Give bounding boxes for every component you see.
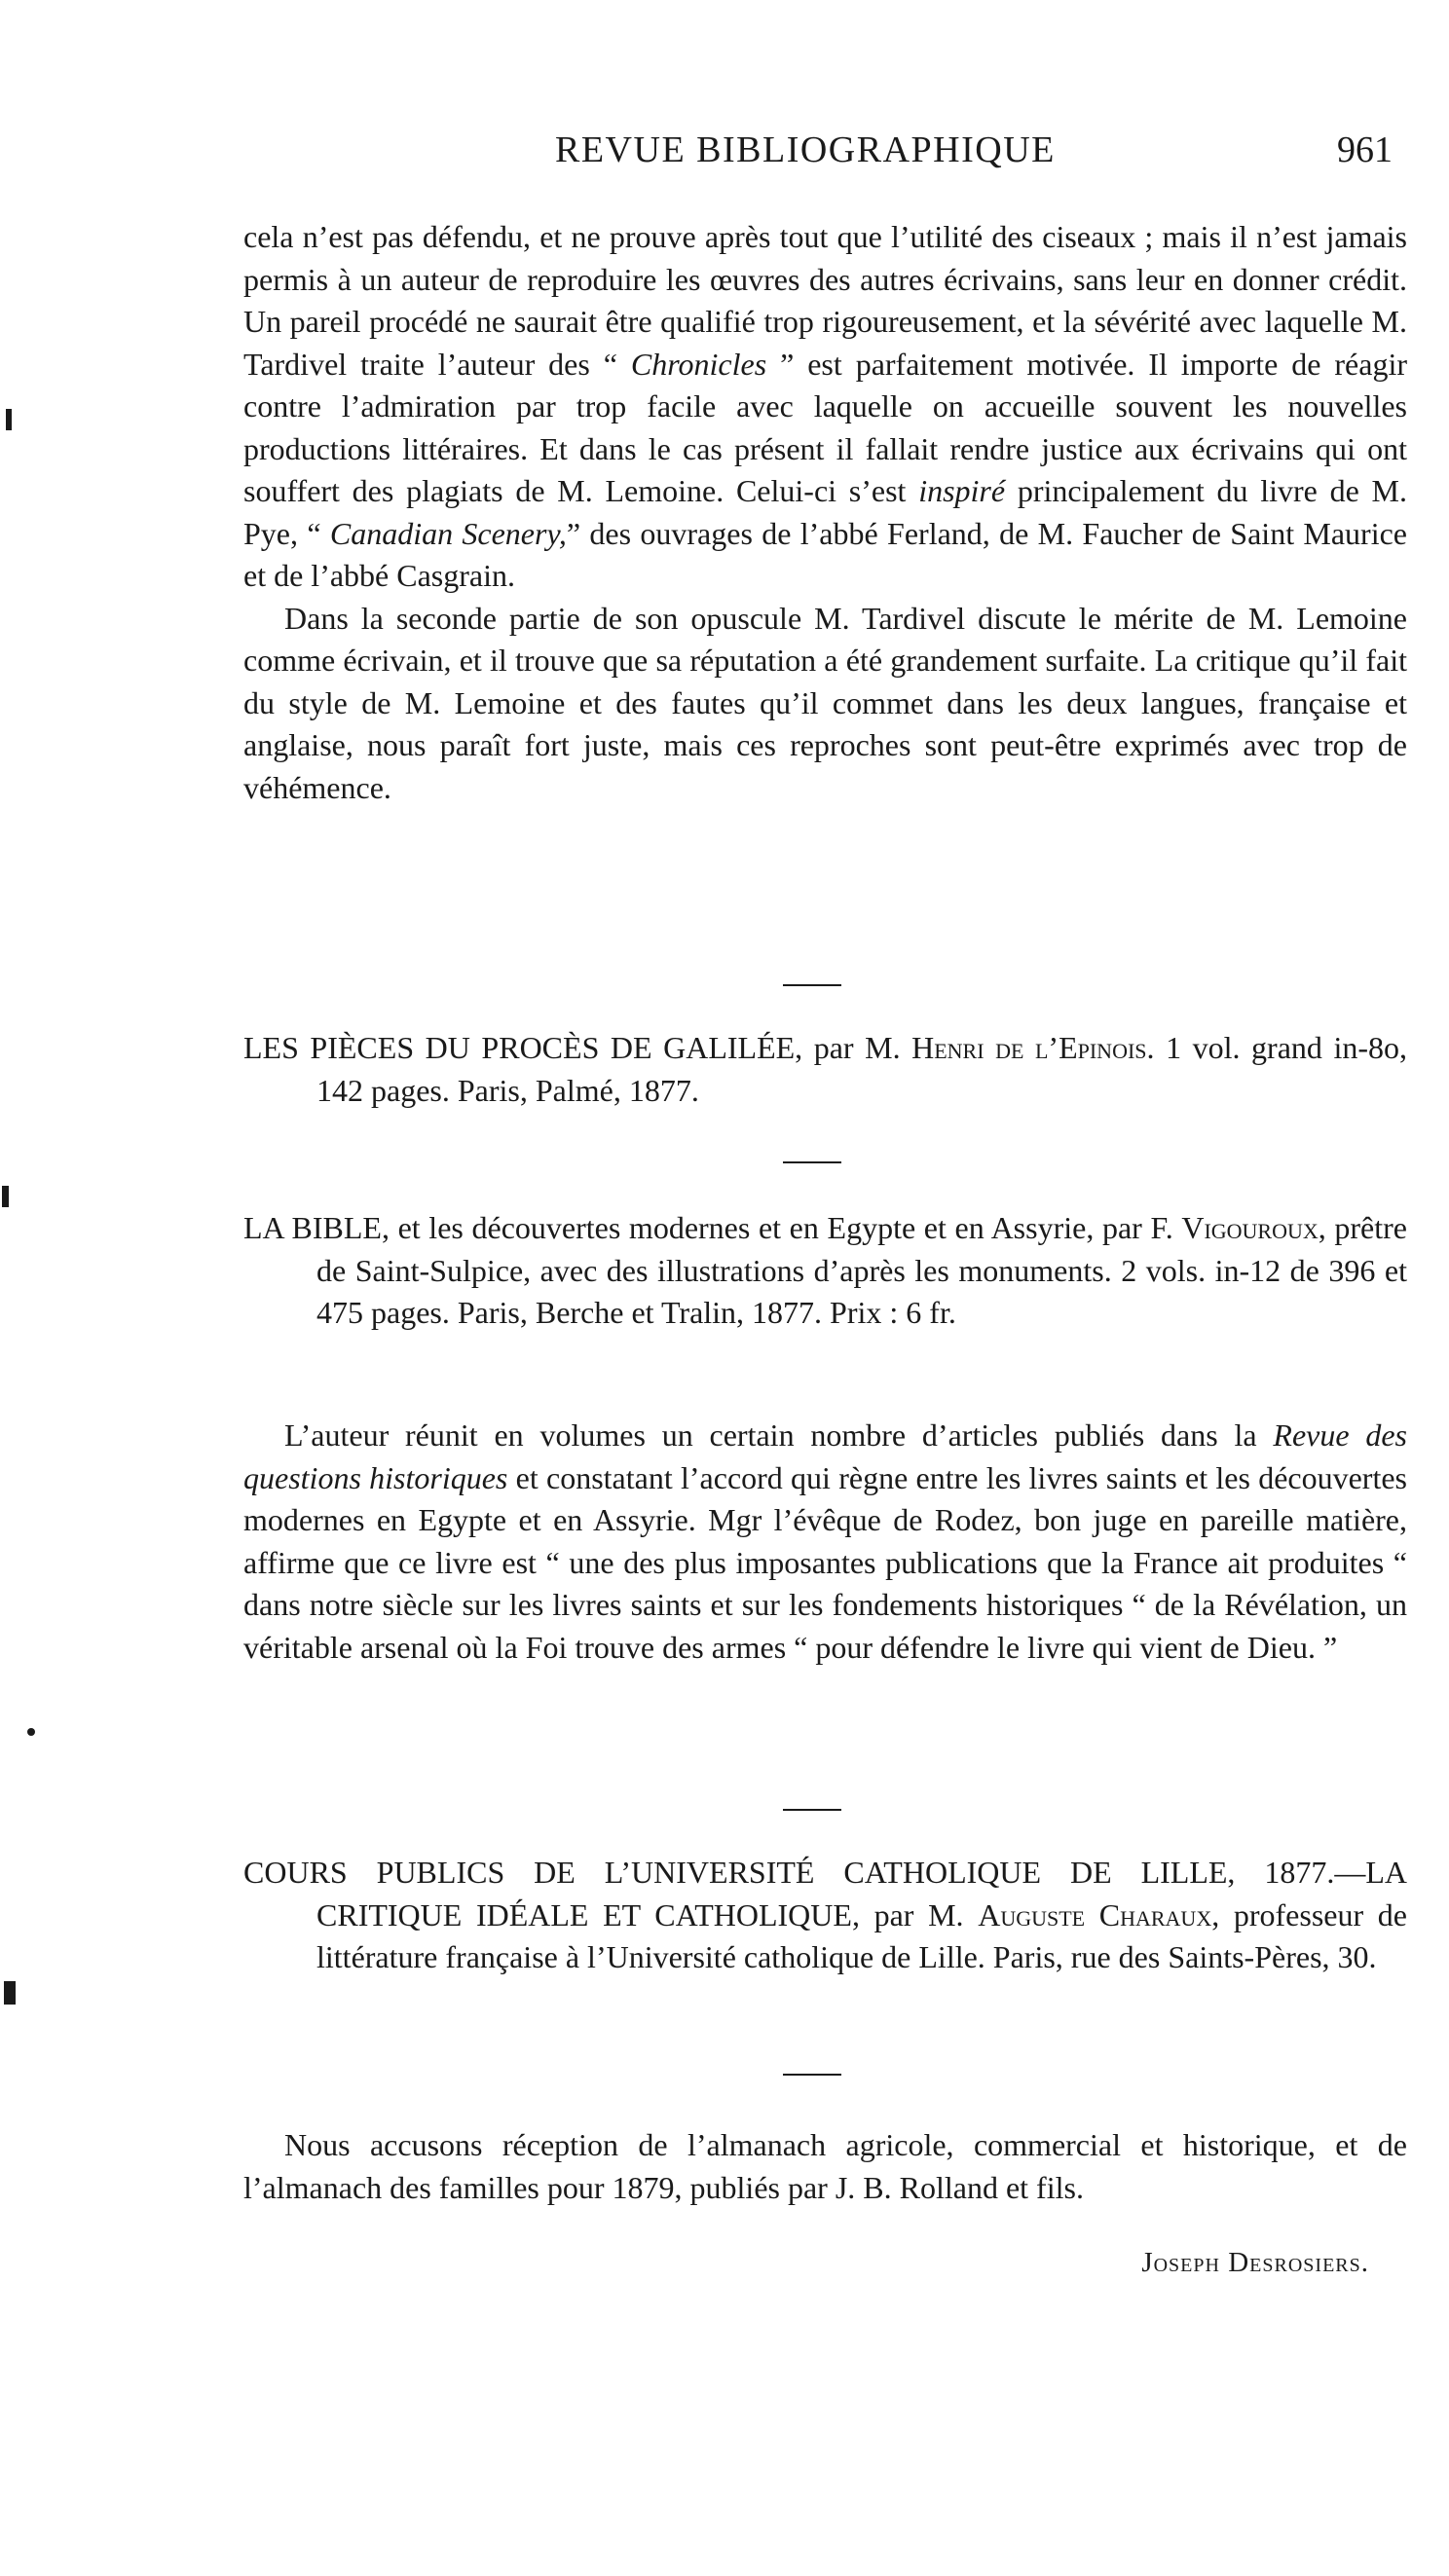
section-divider bbox=[783, 2074, 841, 2076]
title-italic: Revue des questions historiques bbox=[243, 1417, 1408, 1495]
title-italic: Chronicles bbox=[630, 346, 767, 382]
page-number: 961 bbox=[1337, 129, 1393, 170]
paragraph: L’auteur réunit en volumes un certain nombre d’articles publiés dans la Revue des questions historiques et constatant l’accord qui règne entre les livres saints et les découvertes modernes en Egypte et en Assyrie. Mgr l’évêque de Rodez, bon juge en pareille matière, affirme que ce livre est “ une des plus imposantes publications que la France ait produites “ dans notre siècle sur les livres saints et sur les fondements historiques “ de la Révélation, un véritable arsenal où la Foi trouve des armes “ pour défendre le livre qui vient de Dieu. ” bbox=[243, 1417, 1408, 1665]
title-italic: Canadian Scenery, bbox=[329, 515, 567, 551]
author-name: Vigouroux bbox=[1181, 1210, 1319, 1245]
scan-mark bbox=[27, 1728, 35, 1736]
scan-mark bbox=[4, 1981, 16, 2005]
scan-mark bbox=[6, 409, 12, 430]
section-divider bbox=[783, 1809, 841, 1811]
word-italic: inspiré bbox=[918, 473, 1006, 508]
running-head bbox=[243, 129, 1393, 177]
author-name: Auguste Charaux bbox=[978, 1896, 1212, 1932]
author-name: Henri de l’Epinois bbox=[911, 1030, 1147, 1065]
paragraph: cela n’est pas défendu, et ne prouve après tout que l’utilité des ciseaux ; mais il n’est jamais permis à un auteur de reproduire les œuvres des autres écrivains, sans leur en donner crédit. Un pareil procédé ne saurait être qualifié trop rigoureusement, et la sévérité avec laquelle M. Tardivel traite l’auteur des “ Chronicles ” est parfaitement motivée. Il importe de réagir contre l’admiration par trop facile avec laquelle on accueille souvent les nouvelles productions littéraires. Et dans le cas présent il fallait rendre justice aux écrivains qui ont souffert des plagiats de M. Lemoine. Celui-ci s’est inspiré principalement du livre de M. Pye, “ Canadian Scenery,” des ouvrages de l’abbé Ferland, de M. Faucher de Saint Maurice et de l’abbé Casgrain. bbox=[243, 219, 1408, 593]
closing-note bbox=[243, 2124, 1407, 2209]
running-title: REVUE BIBLIOGRAPHIQUE bbox=[555, 129, 1056, 170]
scan-mark bbox=[2, 1186, 9, 1207]
paragraph: Dans la seconde partie de son opuscule M. Tardivel discute le mérite de M. Lemoine comme écrivain, et il trouve que sa réputation a été grandement surfaite. La critique qu’il fait du style de M. Lemoine et des fautes qu’il commet dans les deux langues, française et anglaise, nous paraît fort juste, mais ces reproches sont peut-être exprimés avec trop de véhémence. bbox=[243, 600, 1407, 805]
review-continuation bbox=[243, 216, 1407, 809]
bibliographic-entry: COURS PUBLICS DE L’UNIVERSITÉ CATHOLIQUE DE LILLE, 1877.—LA CRITIQUE IDÉALE ET CATHOLIQUE, par M. Auguste Charaux, professeur de littérature française à l’Université catholique de Lille. Paris, rue des Saints-Pères, 30. bbox=[243, 1855, 1408, 1974]
review-body bbox=[243, 1415, 1407, 1669]
section-divider bbox=[783, 984, 841, 986]
signature: Joseph Desrosiers. bbox=[1141, 2247, 1369, 2278]
bibliographic-entry: LES PIÈCES DU PROCÈS DE GALILÉE, par M. Henri de l’Epinois. 1 vol. grand in-8o, 142 pages. Paris, Palmé, 1877. bbox=[243, 1030, 1408, 1108]
paragraph: Nous accusons réception de l’almanach agricole, commercial et historique, et de l’almanach des familles pour 1879, publiés par J. B. Rolland et fils. bbox=[243, 2127, 1407, 2205]
section-divider bbox=[783, 1161, 841, 1163]
bibliographic-entry: LA BIBLE, et les découvertes modernes et en Egypte et en Assyrie, par F. Vigouroux, prêtre de Saint-Sulpice, avec des illustrations d’après les monuments. 2 vols. in-12 de 396 et 475 pages. Paris, Berche et Tralin, 1877. Prix : 6 fr. bbox=[243, 1210, 1408, 1330]
